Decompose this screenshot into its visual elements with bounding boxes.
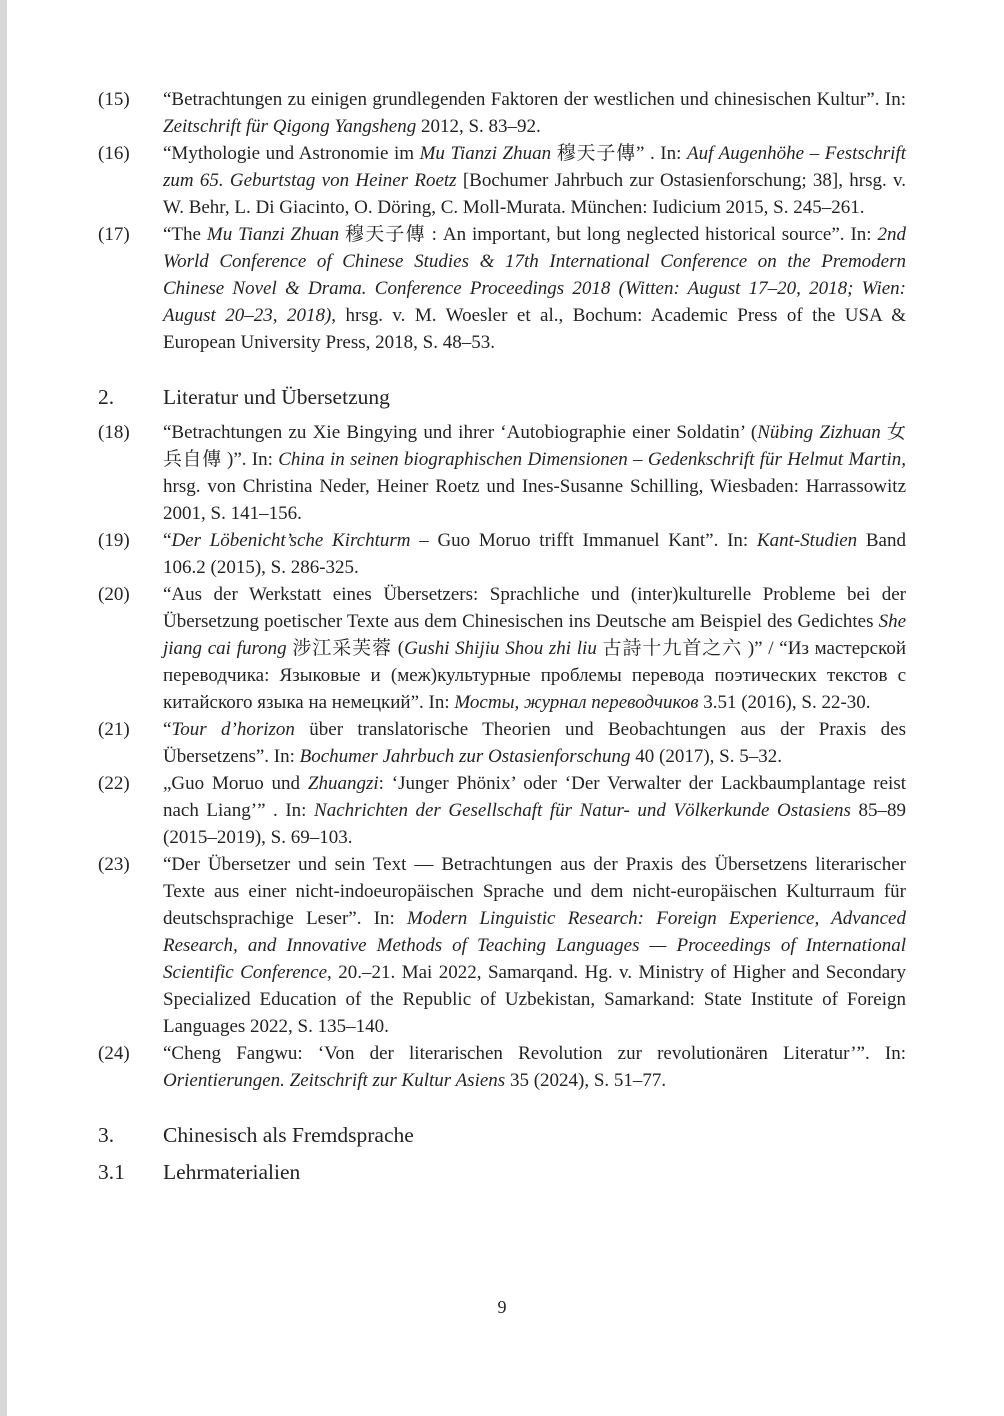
entry-text-italic-segment: Zhuangzi: [307, 773, 379, 794]
entry-text-italic-segment: Mu Tianzi Zhuan: [419, 143, 552, 164]
entry-text: [163, 1040, 906, 1094]
entry-text-segment: 女兵自傳 )”. In:: [163, 422, 906, 470]
entry-text-segment: 3.51 (2016), S. 22-30.: [698, 692, 871, 713]
section-heading: [98, 1120, 906, 1150]
entry-text-italic-segment: Mu Tianzi Zhuan: [206, 224, 340, 245]
section-title: Lehrmaterialien: [163, 1160, 301, 1184]
entry-text-italic-segment: She jiang cai furong: [163, 611, 906, 659]
entry-text-segment: “Cheng Fangwu: ‘Von der literarischen Revolution zur revolutionären Literatur’”. In:: [163, 1043, 906, 1064]
entry-text-segment: hrsg. von Christina Neder, Heiner Roetz und Ines-Susanne Schilling, Wiesbaden: Harrassowitz 2001, S. 141–156.: [163, 476, 906, 524]
entry-text-segment: 2012, S. 83–92.: [416, 116, 541, 137]
publication-entry: [98, 716, 906, 770]
section-heading: [98, 382, 906, 412]
entry-number: (18): [98, 422, 130, 443]
publication-entry: [98, 581, 906, 716]
entry-text-italic-segment: Tour d’horizon: [171, 719, 295, 740]
publication-entry: [98, 1040, 906, 1094]
entry-text-segment: “: [163, 719, 172, 740]
publication-list: [98, 86, 906, 1187]
entry-text-segment: “Betrachtungen zu einigen grundlegenden Faktoren der westlichen und chinesischen Kultur”. In:: [163, 89, 906, 110]
publication-entry: [98, 851, 906, 1040]
entry-number: (22): [98, 773, 130, 794]
entry-number: (17): [98, 224, 130, 245]
entry-text-italic-segment: Nachrichten der Gesellschaft für Natur- und Völkerkunde Ostasiens: [314, 800, 851, 821]
entry-text-segment: , 20.–21. Mai 2022, Samarqand. Hg. v. Ministry of Higher and Secondary Specialized Education of the Republic of Uzbekistan, Samarkand: State Institute of Foreign Languages 2022, S. 135–140.: [163, 962, 906, 1037]
entry-text: [163, 851, 906, 1040]
entry-text-segment: : ‘Junger Phönix’ oder ‘Der Verwalter der Lackbaumplantage reist nach Liang’” . In:: [163, 773, 906, 821]
entry-text: [163, 419, 906, 527]
section-number: 2.: [98, 385, 115, 409]
entry-text-segment: , hrsg. v. M. Woesler et al., Bochum: Academic Press of the USA & European University Press, 2018, S. 48–53.: [163, 305, 906, 353]
entry-text-segment: Band 106.2 (2015), S. 286-325.: [163, 530, 906, 578]
entry-number: (23): [98, 854, 130, 875]
section-title: Literatur und Übersetzung: [163, 385, 390, 409]
entry-number: (19): [98, 530, 130, 551]
section-heading: [98, 1157, 906, 1187]
entry-number: (24): [98, 1043, 130, 1064]
entry-text-segment: – Guo Moruo trifft Immanuel Kant”. In:: [410, 530, 757, 551]
entry-text-italic-segment: Bochumer Jahrbuch zur Ostasienforschung: [299, 746, 631, 767]
entry-text-segment: 40 (2017), S. 5–32.: [630, 746, 783, 767]
entry-text-italic-segment: Auf Augenhöhe – Festschrift zum 65. Geburtstag von Heiner Roetz: [163, 143, 906, 191]
entry-text: [163, 581, 906, 716]
section-number: 3.1: [98, 1160, 125, 1184]
publication-entry: [98, 770, 906, 851]
entry-text-segment: 85–89 (2015–2019), S. 69–103.: [163, 800, 906, 848]
entry-number: (20): [98, 584, 130, 605]
entry-text-italic-segment: Zeitschrift für Qigong Yangsheng: [163, 116, 417, 137]
entry-text-italic-segment: Modern Linguistic Research: Foreign Experience, Advanced Research, and Innovative Methods of Teaching Languages — Proceedings of International Scientific Conference: [163, 908, 906, 983]
entry-text-segment: “Aus der Werkstatt eines Übersetzers: Sprachliche und (inter)kulturelle Probleme bei der Übersetzung poetischer Texte aus dem Chinesischen ins Deutsche am Beispiel des Gedichtes: [163, 584, 906, 632]
entry-text-italic-segment: Der Löbenicht’sche Kirchturm: [171, 530, 411, 551]
publication-entry: [98, 419, 906, 527]
entry-text: [163, 221, 906, 356]
entry-text-segment: 35 (2024), S. 51–77.: [505, 1070, 667, 1091]
entry-text: [163, 86, 906, 140]
entry-number: (15): [98, 89, 130, 110]
page-number: 9: [497, 1297, 507, 1317]
entry-text-italic-segment: Мосты, журнал переводчиков: [454, 692, 699, 713]
entry-text-segment: “The: [163, 224, 207, 245]
publication-entry: [98, 140, 906, 221]
entry-number: (16): [98, 143, 130, 164]
entry-text-segment: “Betrachtungen zu Xie Bingying und ihrer ‘Autobiographie einer Soldatin’ (: [163, 422, 758, 443]
entry-text-segment: „Guo Moruo und: [163, 773, 308, 794]
entry-text-italic-segment: China in seinen biographischen Dimensionen – Gedenkschrift für Helmut Martin,: [278, 449, 906, 470]
entry-text-italic-segment: Orientierungen. Zeitschrift zur Kultur Asiens: [163, 1070, 506, 1091]
page-left-edge: [0, 0, 7, 1416]
entry-text-segment: 涉江采芙蓉 (: [286, 638, 405, 659]
entry-text-segment: “: [163, 530, 172, 551]
entry-number: (21): [98, 719, 130, 740]
entry-text-segment: 穆天子傳 : An important, but long neglected historical source”. In:: [339, 224, 878, 245]
entry-text: [163, 527, 906, 581]
entry-text-italic-segment: Gushi Shijiu Shou zhi liu: [404, 638, 597, 659]
publication-entry: [98, 221, 906, 356]
entry-text: [163, 140, 906, 221]
entry-text-italic-segment: Kant-Studien: [756, 530, 858, 551]
publication-entry: [98, 86, 906, 140]
entry-text: [163, 770, 906, 851]
entry-text-segment: über translatorische Theorien und Beobachtungen aus der Praxis des Übersetzens”. In:: [163, 719, 906, 767]
entry-text: [163, 716, 906, 770]
entry-text-italic-segment: Nübing Zizhuan: [757, 422, 881, 443]
section-number: 3.: [98, 1123, 115, 1147]
entry-text-segment: “Mythologie und Astronomie im: [163, 143, 420, 164]
entry-text-segment: “Der Übersetzer und sein Text — Betrachtungen aus der Praxis des Übersetzens literarischer Texte aus einer nicht-indoeuropäischen Sprache und dem nicht-europäischen Kulturraum für deutschsprachige Leser”. In:: [163, 854, 906, 929]
publication-entry: [98, 527, 906, 581]
section-title: Chinesisch als Fremdsprache: [163, 1123, 414, 1147]
entry-text-italic-segment: 2nd World Conference of Chinese Studies & 17th International Conference on the Premodern Chinese Novel & Drama. Conference Proceedings 2018 (Witten: August 17–20, 2018; Wien: August 20–23, 2018): [163, 224, 906, 326]
entry-text-segment: 穆天子傳” . In:: [551, 143, 687, 164]
entry-text-segment: 古詩十九首之六 )” / “Из мастерской переводчика: Языковые и (меж)культурные проблемы перевода поэтических текстов с китайского языка на немецкий”. In:: [163, 638, 907, 713]
entry-text-segment: [Bochumer Jahrbuch zur Ostasienforschung; 38], hrsg. v. W. Behr, L. Di Giacinto, O. Döring, C. Moll-Murata. München: Iudicium 2015, S. 245–261.: [163, 170, 907, 218]
